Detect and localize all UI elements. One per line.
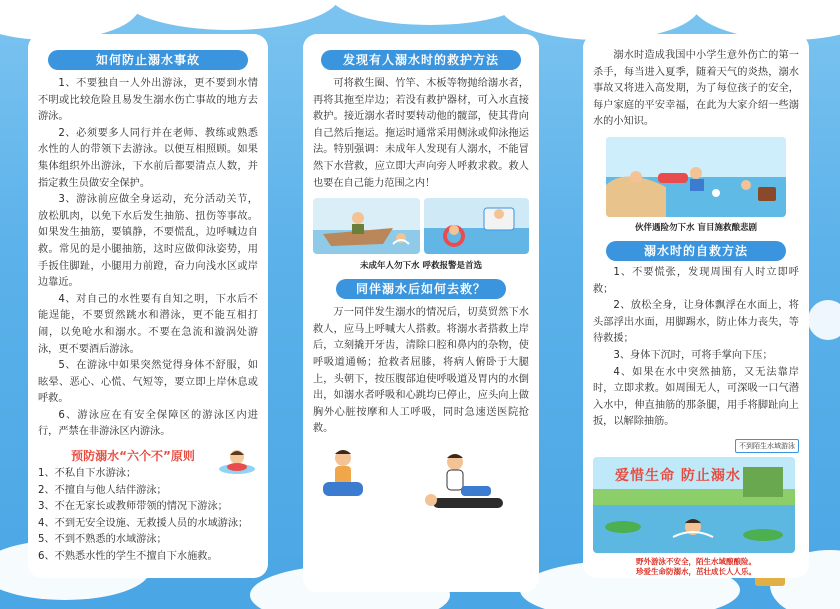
self-rescue-step-1: 1、不要慌张，发现周围有人时立即呼救；	[593, 266, 799, 295]
rule-item-2: 2、不擅自与他人结伴游泳；	[38, 484, 167, 496]
panel3-title: 溺水时的自救方法	[606, 241, 786, 261]
prevention-paragraph-1: 1、不要独自一人外出游泳，更不要到水情不明或比较危险且易发生溺水伤亡事故的地方去游泳。	[38, 78, 258, 123]
beach-caption: 伙伴遇险勿下水 盲目施救酿悲剧	[635, 222, 757, 233]
prevention-paragraph-3: 3、游泳前应做全身运动，充分活动关节，放松肌肉，以免下水后发生抽筋、扭伤等事故。如果发生抽筋，要镇静，不要慌乱，边呼喊边自救。常见的是小腿抽筋，这时应做仰泳姿势，用手扳住脚趾，小腿用力前蹬，奋力向浅水区或岸边靠近。	[38, 194, 258, 289]
panel1-title: 如何防止溺水事故	[48, 50, 248, 70]
rescue-caption: 未成年人勿下水 呼救报警是首选	[360, 261, 482, 272]
panel-prevention	[28, 34, 268, 578]
bottom-caption-line2: 珍爱生命防溺水，茁壮成长人人乐。	[636, 566, 756, 576]
rule-item-3: 3、不在无家长或教师带领的情况下游泳；	[38, 501, 228, 513]
cloud-right-edge	[808, 300, 840, 340]
prevention-paragraph-6: 6、游泳应在有安全保障区的游泳区内进行，严禁在非游泳区内游泳。	[38, 409, 258, 438]
warning-sign: 不到陌生水域游泳	[735, 439, 799, 453]
pond-banner-text: 爱惜生命 防止溺水	[615, 467, 741, 484]
boat-rescue-illustration	[313, 198, 420, 254]
self-rescue-step-4: 4、如果在水中突然抽筋，又无法靠岸时，立即求救。如周围无人，可深吸一口气潜入水中，伸直抽筋的那条腿，用手将脚趾向上扳，以解除抽筋。	[593, 366, 799, 428]
panel2-title: 发现有人溺水时的救护方法	[321, 50, 521, 70]
rules-title: 预防溺水“六个不”原则	[71, 449, 195, 464]
self-rescue-step-3: 3、身体下沉时，可将手掌向下压；	[613, 349, 773, 361]
panel-self-rescue	[583, 34, 809, 578]
swimming-child-icon	[218, 445, 256, 475]
rescue-paragraph: 可将救生圈、竹竿、木板等物抛给溺水者，再将其拖至岸边；若没有救护器材，可入水直接救护。接近溺水者时要转动他的髋部，使其背向自己然后拖运。拖运时通常采用侧泳或仰泳拖运法。特别强调：未成年人发现有人溺水，不能冒然下水营救，应立即大声向旁人呼救求救。救人也要在自己能力范围之内！	[313, 78, 529, 189]
companion-paragraph: 万一同伴发生溺水的情况后，切莫贸然下水救人，应马上呼喊大人搭救。将溺水者搭救上岸后，立刻撬开牙齿，清除口腔和鼻内的杂物，使呼吸道通畅；抢救者屈膝，将病人俯卧于大腿上，头朝下，按压腹部迫使呼吸道及胃内的水倒出，如溺水者呼吸和心跳均已停止，应头向上做胸外心脏按摩和人工呼吸，同时急速送医院抢救。	[313, 307, 529, 435]
bottom-caption-line1: 野外游泳不安全，陌生水域酿酿险。	[636, 556, 756, 566]
rule-item-5: 5、不到不熟悉的水域游泳；	[38, 534, 167, 546]
rescue-illustrations	[313, 198, 529, 254]
intro-paragraph: 溺水时造成我国中小学生意外伤亡的第一杀手，每当进入夏季，随着天气的炎热，溺水事故又将进入高发期，为了每位孩子的安全，每户家庭的平安幸福，在此为大家介绍一些溺水的小知识。	[593, 50, 799, 128]
rule-item-6: 6、不熟悉水性的学生不擅自下水施救。	[38, 551, 218, 563]
pond-illustration	[593, 457, 795, 553]
panel-rescue	[303, 34, 539, 592]
rule-item-1: 1、不私自下水游泳；	[38, 468, 137, 480]
bottom-caption	[593, 557, 799, 577]
prevention-paragraph-5: 5、在游泳中如果突然觉得身体不舒服，如眩晕、恶心、心慌、气短等，要立即上岸休息或呼救。	[38, 360, 258, 405]
prevention-paragraph-2: 2、必须要多人同行并在老师、教练或熟悉水性的人的带领下去游泳。以便互相照顾。如果集体组织外出游泳，下水前后都要清点人数，并指定救生员做安全保护。	[38, 127, 258, 189]
rules-list	[38, 466, 258, 566]
cpr-illustration	[313, 442, 527, 512]
self-rescue-steps	[593, 265, 799, 431]
self-rescue-step-2: 2、放松全身，让身体飘浮在水面上，将头部浮出水面，用脚踢水，防止体力丧失，等待救援；	[593, 300, 799, 345]
rule-item-4: 4、不到无安全设施、无救援人员的水域游泳；	[38, 517, 249, 529]
beach-illustration	[606, 137, 786, 217]
prevention-paragraphs	[38, 76, 258, 441]
cloud-top	[120, 0, 340, 30]
lifebuoy-rescue-illustration	[424, 198, 529, 254]
panel2-title2: 同伴溺水后如何去救？	[336, 279, 506, 299]
prevention-paragraph-4: 4、对自己的水性要有自知之明，下水后不能逞能，不要贸然跳水和潜泳，更不能互相打闹，以免呛水和溺水。不要在急流和漩涡处游泳，更不要酒后游泳。	[38, 293, 258, 355]
